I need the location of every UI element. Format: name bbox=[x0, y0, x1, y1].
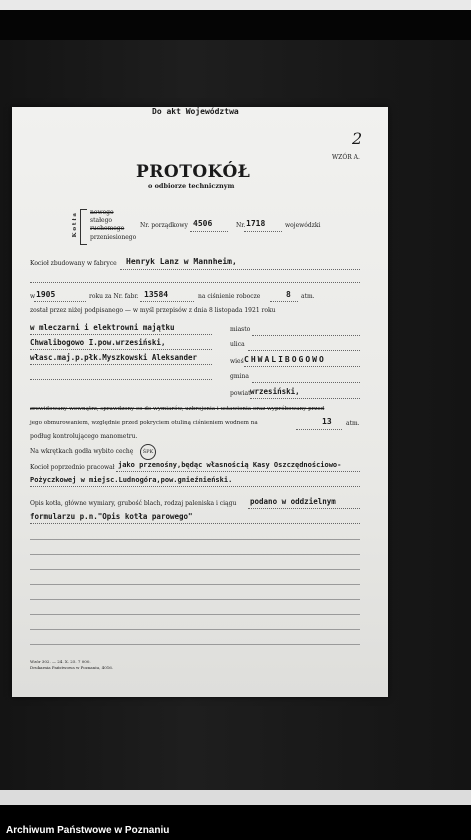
top-frame-dark bbox=[0, 10, 471, 40]
rok-value: 1905 bbox=[36, 290, 56, 299]
bottom-frame bbox=[0, 790, 471, 805]
w-label: w bbox=[30, 293, 36, 300]
zrewidowany-text-2: jego obmurowaniem, względnie przed pokryciem otuliną ciśnieniem wodnem na bbox=[30, 420, 258, 426]
footer-print-info-1: Wzór 302. — 24. X. 25. 7 000. bbox=[30, 659, 91, 664]
kociol-zbudowany-label: Kocioł zbudowany w fabryce bbox=[30, 260, 117, 267]
proba-value: 13 bbox=[322, 417, 332, 426]
poprzednio-value-2: Pożyczkowej w miejsc.Ludnogóra,pow.gnieźnieński. bbox=[30, 476, 233, 484]
wojewodzki-label: wojewódzki bbox=[285, 222, 321, 229]
location-line-2: Chwalibogowo I.pow.wrzesiński, bbox=[30, 338, 166, 347]
cisnienie-value: 8 bbox=[286, 290, 291, 299]
manometr-text: podług kontrolującego manometru. bbox=[30, 433, 138, 440]
document-page bbox=[12, 107, 388, 697]
zostal-text: został przez niżej podpisanego — w myśl przepisów z dnia 8 listopada 1921 roku bbox=[30, 307, 276, 314]
top-frame bbox=[0, 0, 471, 10]
zrewidowany-text: zrewidowany wewnątrz, sprawdzony co do wymiarów, uzbrojenia i ustawienia oraz wypróbowany przed bbox=[30, 406, 325, 412]
powiat-value: wrzesiński, bbox=[250, 387, 300, 396]
form-label: WZÓR A. bbox=[332, 154, 360, 161]
cecha-stamp: ŚPK bbox=[140, 444, 156, 460]
kocial-brace bbox=[80, 209, 87, 245]
kocial-option-fixed: stałego bbox=[90, 217, 113, 224]
kocial-option-mobile: ruchomego bbox=[90, 225, 125, 232]
opis-label: Opis kotła, główne wymiary, grubość blach, rodzaj paleniska i ciągu bbox=[30, 500, 237, 507]
location-line-3: własc.maj.p.płk.Myszkowski Aleksander bbox=[30, 353, 198, 362]
archive-stamp-top: Do akt Województwa bbox=[152, 107, 239, 116]
nr-label: Nr. bbox=[236, 222, 246, 229]
poprzednio-value-1: jako przenośny,będąc własnością Kasy Oszczędnościowo- bbox=[118, 461, 342, 469]
fabryka-value: Henryk Lanz w Mannheim, bbox=[126, 257, 237, 266]
nr-porzadkowy-value: 4506 bbox=[193, 219, 213, 228]
document-subtitle: o odbiorze technicznym bbox=[148, 182, 235, 190]
nr-fabr-value: 13584 bbox=[144, 290, 169, 299]
nr-value: 1718 bbox=[246, 219, 266, 228]
location-line-1: w mleczarni i elektrowni majątku bbox=[30, 323, 175, 332]
poprzednio-label: Kocioł poprzednio pracował bbox=[30, 464, 115, 471]
miasto-label: miasto bbox=[230, 326, 251, 333]
roku-label: roku za Nr. fabr. bbox=[89, 293, 139, 300]
gmina-label: gmina bbox=[230, 373, 249, 380]
footer-print-info-2: Drukarnia Państwowa w Poznaniu, 4016. bbox=[30, 665, 114, 670]
nr-porzadkowy-label: Nr. porządkowy bbox=[140, 222, 188, 229]
wies-value: CHWALIBOGOWO bbox=[244, 355, 326, 364]
powiat-label: powiat bbox=[230, 390, 251, 397]
cisnienie-label: na ciśnienie robocze bbox=[198, 293, 261, 300]
kocial-label: K o t ł a bbox=[72, 213, 78, 238]
opis-value-1: podano w oddzielnym bbox=[250, 497, 336, 506]
ulica-label: ulica bbox=[230, 341, 245, 348]
kocial-option-new: nowego bbox=[90, 209, 114, 216]
wies-label: wieś bbox=[230, 358, 244, 365]
proba-unit: atm. bbox=[346, 420, 360, 427]
archive-caption: Archiwum Państwowe w Poznaniu bbox=[6, 825, 170, 836]
cecha-label: Na wkrętkach godła wybito cechę bbox=[30, 448, 134, 455]
kocial-option-moved: przeniesionego bbox=[90, 234, 137, 241]
document-title: PROTOKÓŁ bbox=[136, 162, 251, 182]
handwritten-page-number: 2 bbox=[352, 129, 363, 148]
opis-value-2: formularzu p.n."Opis kotła parowego" bbox=[30, 512, 193, 521]
atm-label: atm. bbox=[301, 293, 315, 300]
